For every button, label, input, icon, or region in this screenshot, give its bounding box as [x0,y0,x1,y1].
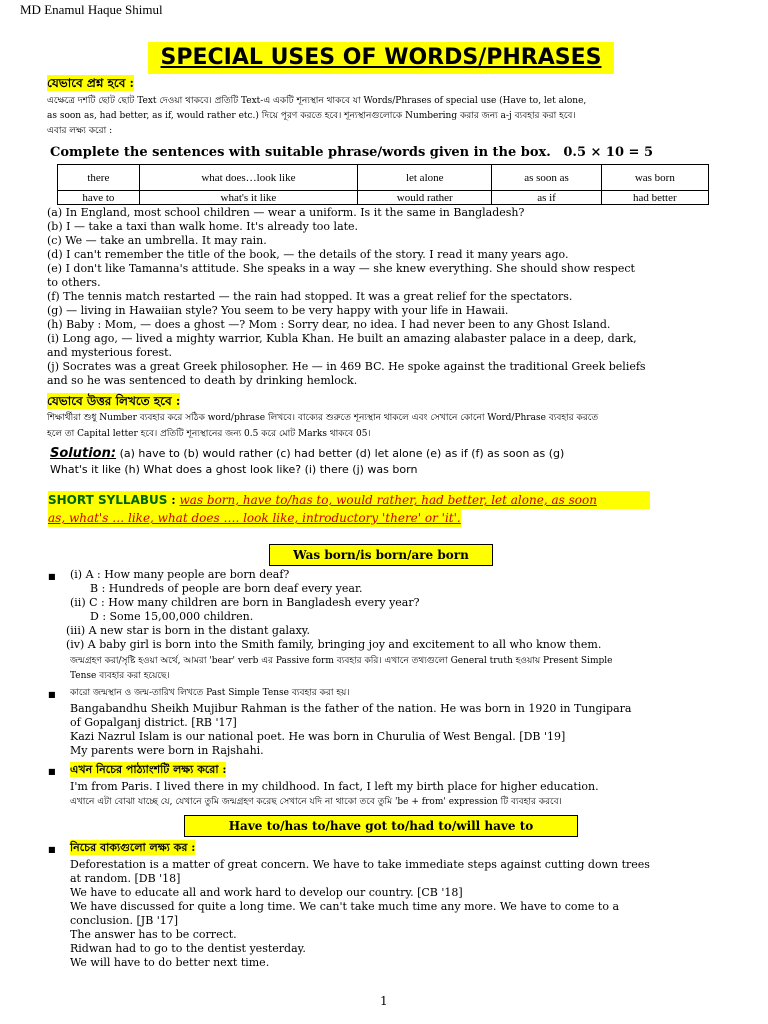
past-tense-examples [70,702,750,758]
word-box-cell: what's it like [139,191,357,205]
example-line: We have to educate all and work hard to develop our country. [CB '18] [70,886,463,899]
solution-line: (a) have to (b) would rather (c) had better (d) let alone (e) as if (f) as soon as (g) [119,447,565,460]
short-syllabus [48,491,650,509]
example-line: at random. [DB '18] [70,872,181,885]
example-line: Ridwan had to go to the dentist yesterday. [70,942,306,955]
question-list [47,206,747,388]
note-line: জন্মগ্রহণ করা/সৃষ্টি হওয়া অর্থে, আমরা 'bear' verb এর Passive form ব্যবহার করি। এখানে তথ্যগুলো General truth হওয়ায় Present Simple [70,656,613,666]
question-line: (c) We — take an umbrella. It may rain. [47,234,267,247]
solution-line: What's it like (h) What does a ghost look like? (i) there (j) was born [50,463,418,476]
word-box-cell: would rather [358,191,492,205]
note-line: এখানে এটা বোঝা যাচ্ছে যে, যেখানে তুমি জন্মগ্রহণ করেছ সেখানে যদি না থাকো তবে তুমি 'be + from' expression টি ব্যবহার করবে। [70,797,562,807]
was-born-examples [66,568,750,652]
instruction-line: এক্ষেত্রে দশটি ছোট ছোট Text দেওয়া থাকবে। প্রতিটি Text-এ একটি শূন্যস্থান থাকবে যা Words/Phrases of special use (Have to, let alone, [47,96,587,106]
have-to-examples [70,858,750,970]
section-heading-was-born: Was born/is born/are born [269,544,493,566]
example-line: Bangabandhu Sheikh Mujibur Rahman is the father of the nation. He was born in 1920 in Tungipara [70,702,632,715]
example-line: B : Hundreds of people are born deaf every year. [90,582,363,595]
word-box-cell: was born [601,165,708,191]
box-marks: 0.5 × 10 = 5 [563,145,654,160]
word-box-cell: there [58,165,140,191]
question-line: to others. [47,276,101,289]
example-line: of Gopalganj district. [RB '17] [70,716,237,729]
instruction-line: as soon as, had better, as if, would rather etc.) দিয়ে পূরণ করতে হবে। শূন্যস্থানগুলোকে Numbering করার জন্য a-j ব্যবহার করা হবে। [47,111,576,121]
question-line: (h) Baby : Mom, — does a ghost —? Mom : Sorry dear, no idea. I had never been to any Ghost Island. [47,318,611,331]
example-line: We have discussed for quite a long time. We can't take much time any more. We have to come to a [70,900,620,913]
page-title: SPECIAL USES OF WORDS/PHRASES [148,42,614,74]
word-box-cell: had better [601,191,708,205]
answer-instruction-line: শিক্ষার্থীরা শুধু Number ব্যবহার করে সঠিক word/phrase লিখবে। বাক্যের শুরুতে শূন্যস্থান থাকলে এবং সেখানে কোনো Word/Phrase ব্যবহার করতে [47,413,599,423]
example-line: Kazi Nazrul Islam is our national poet. He was born in Churulia of West Bengal. [DB '19] [70,730,566,743]
question-line: (a) In England, most school children — wear a uniform. Is it the same in Bangladesh? [47,206,525,219]
word-box-cell: as soon as [492,165,601,191]
example-line: (iii) A new star is born in the distant galaxy. [66,624,311,637]
note-line: কারো জন্মস্থান ও জন্ম-তারিখ লিখতে Past Simple Tense ব্যবহার করা হয়। [70,688,350,698]
word-box-cell: have to [58,191,140,205]
example-line: (ii) C : How many children are born in Bangladesh every year? [70,596,420,609]
question-line: and so he was sentenced to death by drinking hemlock. [47,374,358,387]
question-line: (j) Socrates was a great Greek philosopher. He — in 469 BC. He spoke against the traditional Greek beliefs [47,360,646,373]
example-line: conclusion. [JB '17] [70,914,179,927]
example-line: Deforestation is a matter of great concern. We have to take immediate steps against cutting down trees [70,858,650,871]
bullet-icon: ■ [48,767,56,776]
question-line: (e) I don't like Tamanna's attitude. She speaks in a way — she knew everything. She should show respect [47,262,635,275]
bullet-icon: ■ [48,845,56,854]
box-instruction-text: Complete the sentences with suitable phrase/words given in the box. [50,145,551,160]
solution-block [50,447,750,461]
question-line: (d) I can't remember the title of the book, — the details of the story. I read it many years ago. [47,248,569,261]
note-heading: নিচের বাক্যগুলো লক্ষ্য কর : [70,841,196,854]
word-box-cell: let alone [358,165,492,191]
example-line: (i) A : How many people are born deaf? [70,568,290,581]
syllabus-label: SHORT SYLLABUS [48,493,168,507]
solution-label: Solution: [50,446,117,461]
note-heading: এখন নিচের পাঠ্যাংশটি লক্ষ্য করো : [70,763,227,776]
paragraph: I'm from Paris. I lived there in my childhood. In fact, I left my birth place for higher education. [70,780,599,793]
question-line: (f) The tennis match restarted — the rain had stopped. It was a great relief for the spectators. [47,290,573,303]
question-line: and mysterious forest. [47,346,173,359]
question-line: (b) I — take a taxi than walk home. It's already too late. [47,220,359,233]
syllabus-items: was born, have to/has to, would rather, had better, let alone, as soon [179,493,597,507]
example-line: The answer has to be correct. [70,928,237,941]
example-line: D : Some 15,00,000 children. [90,610,254,623]
box-instruction [50,145,653,160]
example-line: We will have to do better next time. [70,956,270,969]
instruction-line: এবার লক্ষ্য করো : [47,126,113,136]
bullet-icon: ■ [48,572,56,581]
answer-format-heading: যেভাবে উত্তর লিখতে হবে : [47,394,181,408]
question-format-heading: যেভাবে প্রশ্ন হবে : [47,76,134,90]
question-line: (g) — living in Hawaiian style? You seem to be very happy with your life in Hawaii. [47,304,509,317]
section-heading-have-to: Have to/has to/have got to/had to/will have to [184,815,578,837]
answer-instruction-line: হলে তা Capital letter হবে। প্রতিটি শূন্যস্থানের জন্য 0.5 করে মোট Marks থাকবে 05। [47,429,371,439]
bullet-icon: ■ [48,690,56,699]
note-line: Tense ব্যবহার করা হয়েছে। [70,671,170,681]
example-line: My parents were born in Rajshahi. [70,744,264,757]
word-box-cell: what does…look like [139,165,357,191]
example-line: (iv) A baby girl is born into the Smith family, bringing joy and excitement to all who know them. [66,638,602,651]
word-box-cell: as if [492,191,601,205]
short-syllabus [48,509,461,527]
page-number: 1 [380,994,388,1008]
syllabus-separator: : [171,493,176,507]
question-line: (i) Long ago, — lived a mighty warrior, Kubla Khan. He built an amazing alabaster palace in a deep, dark, [47,332,637,345]
word-box [57,164,709,205]
syllabus-items: as, what's … like, what does …. look like, introductory 'there' or 'it'. [48,511,461,525]
author-name: MD Enamul Haque Shimul [20,2,163,17]
